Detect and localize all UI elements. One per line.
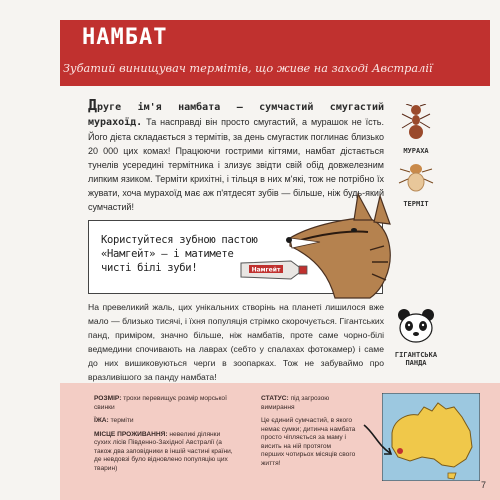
ant-icon (394, 104, 438, 140)
ad-line-3: чисті білі зуби! (101, 262, 198, 274)
conservation-paragraph: На превеликий жаль, цих унікальних створінь на планеті лишилося вже мало — близько тисячі, і їхня популяція стрімко скорочується. Гігантських панд, приміром, значно більше, ніж намбатів, проте саме чорно-білі ведмедини спочивають на лаврах (себто у спалахах фотокамер) і саме до них вишиковуються черги в зоопарках. Тож не забуваймо про вразливішого за панду намбата! (88, 302, 384, 382)
page-number: 7 (480, 480, 486, 490)
arrow-icon (360, 421, 394, 461)
fact-column-left (94, 395, 234, 478)
fact-column-middle (261, 395, 356, 473)
ant-caption: МУРАХА (403, 147, 429, 155)
panda-icon (394, 308, 438, 344)
panda-caption: ГІГАНТСЬКА ПАНДА (394, 351, 438, 367)
food-fact: ЇЖА: терміти (94, 417, 134, 424)
size-fact: РОЗМІР: трохи перевищує розмір морської свинки (94, 395, 227, 411)
australia-map (382, 393, 480, 481)
panda-figure (388, 308, 444, 367)
intro-lead: руге ім'я намбата — сумчастий смугастий мурахоїд. (88, 102, 384, 128)
fact-box (60, 383, 500, 500)
pouch-fact: Це єдиний сумчастий, в якого немає сумки; дитинча намбата просто чіпляється за маму і висить на ній протягом перших чотирьох місяців свого життя! (261, 417, 356, 467)
habitat-fact: МІСЦЕ ПРОЖИВАННЯ: невеликі ділянки сухих лісів Південно-Західної Австралії (а також два заповідники в іншій частині країни, де невдовзі було відновлено популяцію цих тварин) (94, 430, 233, 472)
drop-cap: Д (88, 96, 98, 114)
page-subtitle: Зубатий винищувач термітів, що живе на заході Австралії (63, 62, 433, 75)
termite-caption: ТЕРМІТ (403, 200, 429, 208)
ant-figure (388, 104, 444, 155)
intro-body: Та насправді він просто смугастий, а мурашок не їсть. Його дієта складається з термітів, за день смугастик поглинає близько 20 000 цих комах! Працюючи гострими кігтями, намбат дістається тунелів усередині термітника і злизує звідти свій обід довжелезним липким язиком. Терміти крихітні, і тільця в них м'які, тож не потрібно їх жувати, хоча мурахоїд має аж п'ятдесят зубів — більше, ніж будь-який сумчастий! (88, 117, 384, 212)
page-title: НАМБАТ (82, 25, 168, 50)
tube-label: Намгейт (251, 266, 281, 274)
status-fact: СТАТУС: під загрозою вимирання (261, 395, 330, 411)
termite-icon (394, 163, 438, 193)
ad-line-1: Користуйтеся зубною пастою (101, 234, 258, 246)
ad-line-2: «Намгейт» — і матимете (101, 248, 234, 260)
habitat-marker (397, 448, 403, 454)
numbat-illustration (280, 190, 400, 300)
